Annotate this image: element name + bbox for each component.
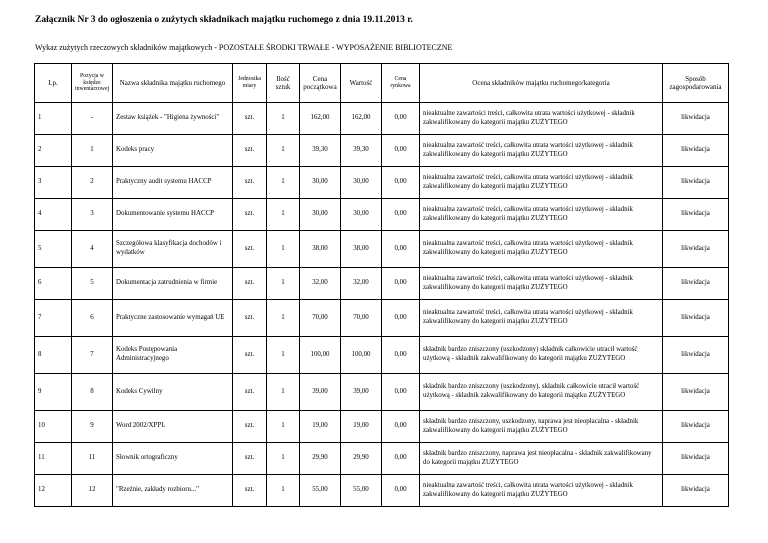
cell-ocena: nieaktualne zawartości treści, całkowita utrata wartości użytkowej - składnik zakwalifikowany do kategorii majątku ZUŻYTEGO (420, 103, 663, 135)
cell-ocena: nieaktualna zawartość treści, całkowita utrata wartości użytkowej - składnik zakwalifikowany do kategorii majątku ZUŻYTEGO (420, 167, 663, 199)
header-ocena: Ocena składników majątku ruchomego/kategoria (420, 64, 663, 103)
cell-rynkowa: 0,00 (382, 231, 420, 268)
cell-nazwa: Dokumentowanie systemu HACCP (113, 199, 233, 231)
cell-sposob: likwidacja (663, 443, 729, 475)
cell-nazwa: Kodeks Cywilny (113, 374, 233, 411)
cell-pozycja: 7 (72, 337, 113, 374)
table-row (35, 337, 729, 374)
cell-rynkowa: 0,00 (382, 167, 420, 199)
table-header-row (35, 64, 729, 103)
cell-ilosc: 1 (267, 167, 300, 199)
table-row (35, 475, 729, 507)
cell-rynkowa: 0,00 (382, 475, 420, 507)
cell-pozycja: 3 (72, 199, 113, 231)
table-row (35, 199, 729, 231)
table-row (35, 135, 729, 167)
cell-jm: szt. (233, 199, 267, 231)
cell-rynkowa: 0,00 (382, 411, 420, 443)
cell-pozycja: - (72, 103, 113, 135)
cell-wartosc: 38,00 (341, 231, 382, 268)
header-cena-rynkowa: Cena rynkowa (382, 64, 420, 103)
cell-ocena: składnik bardzo zniszczony, uszkodzony, naprawa jest nieopłacalna - składnik zakwalifikowany do kategorii majątku ZUŻYTEGO (420, 411, 663, 443)
cell-cena: 38,00 (300, 231, 341, 268)
cell-pozycja: 4 (72, 231, 113, 268)
cell-pozycja: 11 (72, 443, 113, 475)
document-subtitle: Wykaz zużytych rzeczowych składników majątkowych - POZOSTAŁE ŚRODKI TRWAŁE - WYPOSAŻENIE BIBLIOTECZNE (35, 43, 453, 52)
cell-wartosc: 39,30 (341, 135, 382, 167)
cell-sposob: likwidacja (663, 374, 729, 411)
cell-nazwa: Zestaw książek - "Higiena żywności" (113, 103, 233, 135)
cell-pozycja: 9 (72, 411, 113, 443)
cell-wartosc: 39,00 (341, 374, 382, 411)
cell-wartosc: 70,00 (341, 300, 382, 337)
table-row (35, 231, 729, 268)
cell-wartosc: 100,00 (341, 337, 382, 374)
cell-jm: szt. (233, 167, 267, 199)
cell-ilosc: 1 (267, 337, 300, 374)
cell-nazwa: Praktyczny audit systemu HACCP (113, 167, 233, 199)
cell-jm: szt. (233, 268, 267, 300)
cell-ocena: nieaktualna zawartość treści, całkowita utrata wartości użytkowej - składnik zakwalifikowany do kategorii majątku ZUŻYTEGO (420, 268, 663, 300)
cell-cena: 70,00 (300, 300, 341, 337)
cell-wartosc: 29,90 (341, 443, 382, 475)
header-nazwa: Nazwa składnika majątku ruchomego (113, 64, 233, 103)
cell-lp: 8 (35, 337, 72, 374)
cell-wartosc: 162,00 (341, 103, 382, 135)
header-sposob: Sposób zagospodarowania (663, 64, 729, 103)
header-pozycja: Pozycja w księdze inwentarzowej (72, 64, 113, 103)
cell-ilosc: 1 (267, 135, 300, 167)
cell-lp: 5 (35, 231, 72, 268)
cell-ocena: nieaktualna zawartość treści, całkowita utrata wartości użytkowej - składnik zakwalifikowany do kategorii majątku ZUŻYTEGO (420, 199, 663, 231)
cell-cena: 30,00 (300, 167, 341, 199)
cell-lp: 3 (35, 167, 72, 199)
cell-ocena: składnik bardzo zniszczony (uszkodzony), składnik całkowicie utracił wartość użytkową - składnik zakwalifikowany do kategorii majątku ZUŻYTEGO (420, 374, 663, 411)
cell-sposob: likwidacja (663, 475, 729, 507)
cell-wartosc: 30,00 (341, 167, 382, 199)
cell-jm: szt. (233, 103, 267, 135)
cell-sposob: likwidacja (663, 167, 729, 199)
cell-ocena: nieaktualna zawartość treści, całkowita utrata wartości użytkowej - składnik zakwalifikowany do kategorii majątku ZUŻYTEGO (420, 475, 663, 507)
cell-cena: 32,00 (300, 268, 341, 300)
cell-nazwa: "Rzeźnie, zakłady rozbioru..." (113, 475, 233, 507)
cell-ocena: nieaktualna zawartość treści, całkowita utrata wartości użytkowej - składnik zakwalifikowany do kategorii majątku ZUŻYTEGO (420, 231, 663, 268)
cell-ilosc: 1 (267, 268, 300, 300)
cell-ilosc: 1 (267, 231, 300, 268)
cell-nazwa: Szczegółowa klasyfikacja dochodów i wydatków (113, 231, 233, 268)
cell-cena: 100,00 (300, 337, 341, 374)
cell-cena: 162,00 (300, 103, 341, 135)
cell-jm: szt. (233, 337, 267, 374)
cell-wartosc: 32,00 (341, 268, 382, 300)
cell-sposob: likwidacja (663, 199, 729, 231)
cell-jm: szt. (233, 475, 267, 507)
cell-jm: szt. (233, 374, 267, 411)
cell-jm: szt. (233, 411, 267, 443)
cell-nazwa: Dokumentacja zatrudnienia w firmie (113, 268, 233, 300)
header-ilosc: Ilość sztuk (267, 64, 300, 103)
cell-nazwa: Word 2002/XPPL (113, 411, 233, 443)
cell-ilosc: 1 (267, 199, 300, 231)
cell-jm: szt. (233, 135, 267, 167)
cell-cena: 19,00 (300, 411, 341, 443)
cell-cena: 39,30 (300, 135, 341, 167)
cell-lp: 12 (35, 475, 72, 507)
table-row (35, 300, 729, 337)
cell-pozycja: 1 (72, 135, 113, 167)
cell-pozycja: 8 (72, 374, 113, 411)
cell-rynkowa: 0,00 (382, 300, 420, 337)
cell-ocena: nieaktualna zawartość treści, całkowita utrata wartości użytkowej - składnik zakwalifikowany do kategorii majątku ZUŻYTEGO (420, 300, 663, 337)
cell-sposob: likwidacja (663, 337, 729, 374)
cell-ilosc: 1 (267, 443, 300, 475)
cell-lp: 6 (35, 268, 72, 300)
cell-nazwa: Słownik ortograficzny (113, 443, 233, 475)
cell-sposob: likwidacja (663, 268, 729, 300)
cell-ilosc: 1 (267, 103, 300, 135)
header-lp: Lp. (35, 64, 72, 103)
cell-pozycja: 6 (72, 300, 113, 337)
cell-cena: 29,90 (300, 443, 341, 475)
cell-ilosc: 1 (267, 411, 300, 443)
cell-ocena: składnik bardzo zniszczony (uszkodzony) składnik całkowicie utracił wartość użytkową - składnik zakwalifikowany do kategorii majątku ZUŻYTEGO (420, 337, 663, 374)
cell-pozycja: 5 (72, 268, 113, 300)
cell-rynkowa: 0,00 (382, 374, 420, 411)
cell-pozycja: 2 (72, 167, 113, 199)
cell-rynkowa: 0,00 (382, 337, 420, 374)
cell-lp: 11 (35, 443, 72, 475)
cell-ilosc: 1 (267, 374, 300, 411)
cell-lp: 4 (35, 199, 72, 231)
cell-lp: 10 (35, 411, 72, 443)
cell-nazwa: Praktyczne zastosowanie wymagań UE (113, 300, 233, 337)
cell-ilosc: 1 (267, 300, 300, 337)
cell-pozycja: 12 (72, 475, 113, 507)
document-title: Załącznik Nr 3 do ogłoszenia o zużytych składnikach majątku ruchomego z dnia 19.11.2013 r. (35, 15, 413, 25)
table-row (35, 268, 729, 300)
cell-lp: 2 (35, 135, 72, 167)
cell-sposob: likwidacja (663, 300, 729, 337)
cell-sposob: likwidacja (663, 411, 729, 443)
cell-jm: szt. (233, 231, 267, 268)
cell-rynkowa: 0,00 (382, 268, 420, 300)
header-jednostka: Jednostka miary (233, 64, 267, 103)
table-row (35, 167, 729, 199)
cell-wartosc: 55,00 (341, 475, 382, 507)
cell-lp: 7 (35, 300, 72, 337)
cell-cena: 30,00 (300, 199, 341, 231)
cell-rynkowa: 0,00 (382, 443, 420, 475)
table-row (35, 103, 729, 135)
cell-cena: 39,00 (300, 374, 341, 411)
assets-table (34, 63, 729, 507)
cell-jm: szt. (233, 443, 267, 475)
table-row (35, 443, 729, 475)
cell-lp: 9 (35, 374, 72, 411)
header-cena-poczatkowa: Cena początkowa (300, 64, 341, 103)
cell-ocena: składnik bardzo zniszczony, naprawa jest nieopłacalna - składnik zakwalifikowany do kategorii majątku ZUŻYTEGO (420, 443, 663, 475)
cell-wartosc: 19,00 (341, 411, 382, 443)
table-row (35, 411, 729, 443)
cell-sposob: likwidacja (663, 135, 729, 167)
cell-rynkowa: 0,00 (382, 135, 420, 167)
cell-rynkowa: 0,00 (382, 199, 420, 231)
cell-sposob: likwidacja (663, 231, 729, 268)
header-wartosc: Wartość (341, 64, 382, 103)
table-row (35, 374, 729, 411)
cell-nazwa: Kodeks Postępowania Administracyjnego (113, 337, 233, 374)
cell-wartosc: 30,00 (341, 199, 382, 231)
cell-ocena: nieaktualna zawartość treści, całkowita utrata wartości użytkowej - składnik zakwalifikowany do kategorii majątku ZUŻYTEGO (420, 135, 663, 167)
cell-ilosc: 1 (267, 475, 300, 507)
cell-jm: szt. (233, 300, 267, 337)
cell-cena: 55,00 (300, 475, 341, 507)
cell-nazwa: Kodeks pracy (113, 135, 233, 167)
cell-sposob: likwidacja (663, 103, 729, 135)
cell-lp: 1 (35, 103, 72, 135)
cell-rynkowa: 0,00 (382, 103, 420, 135)
